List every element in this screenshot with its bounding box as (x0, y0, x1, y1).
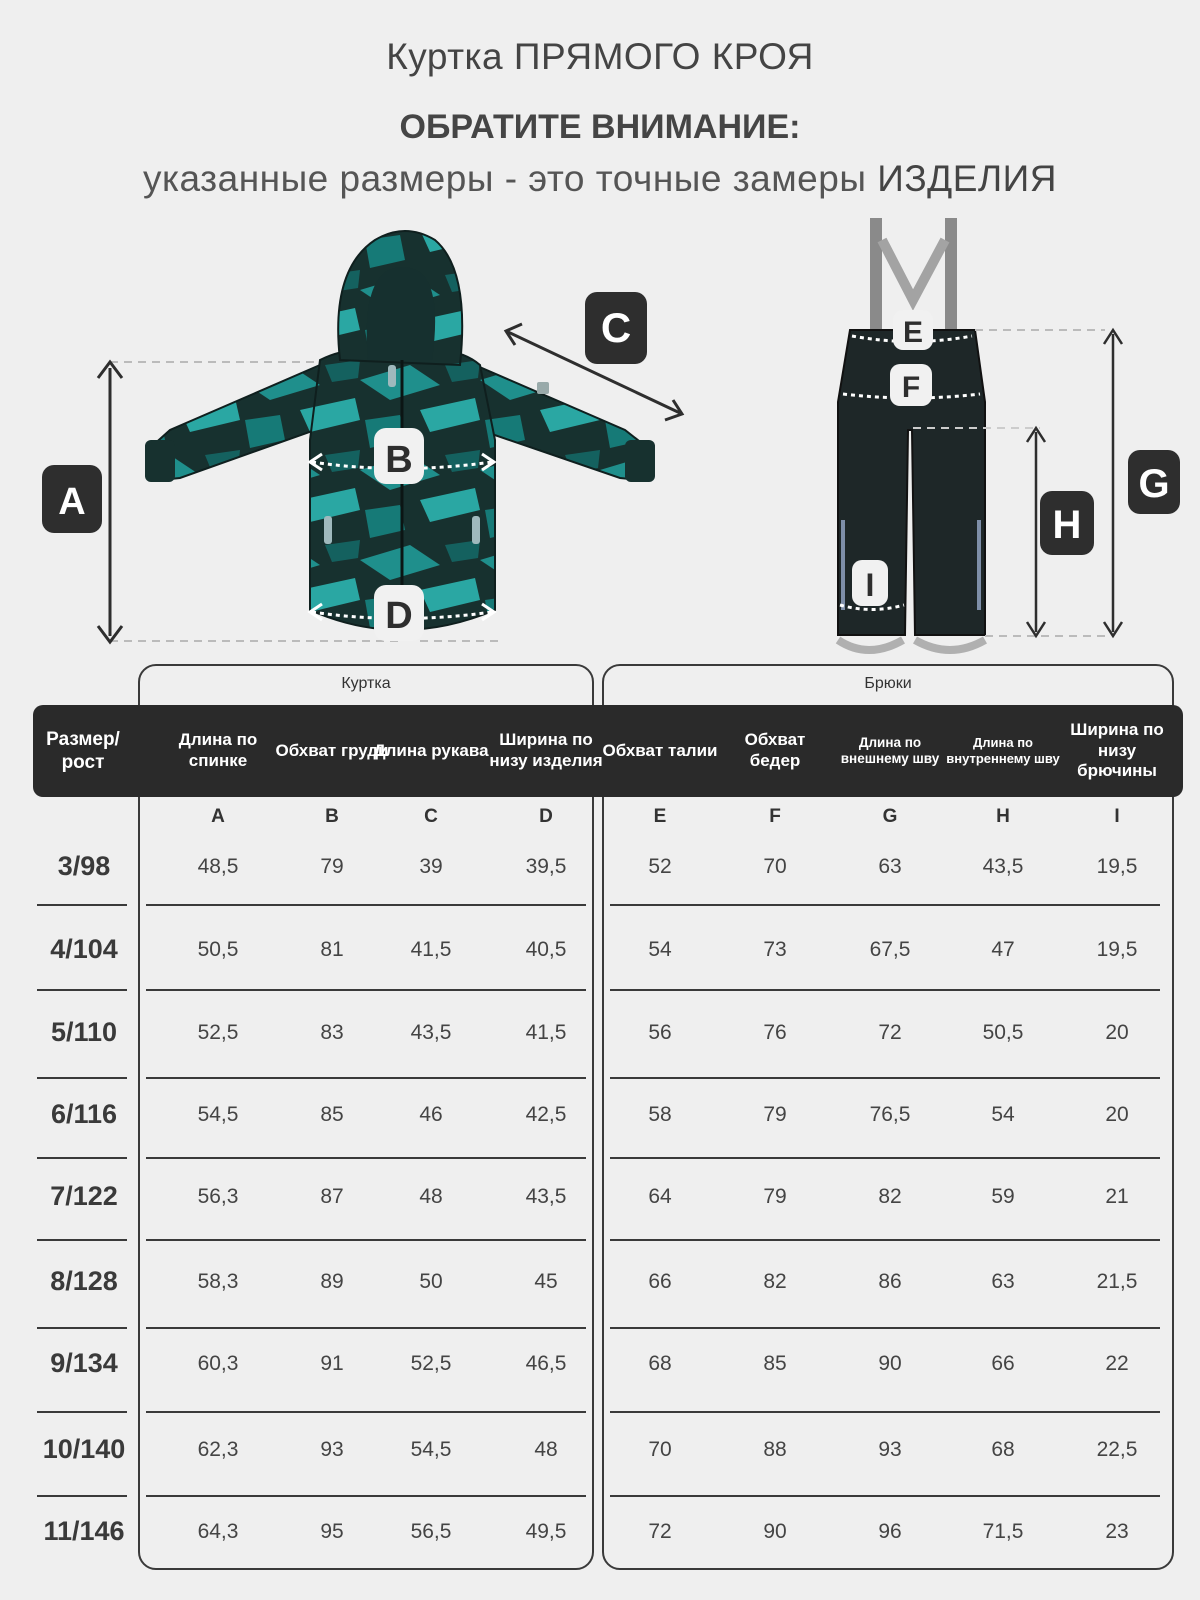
table-cell: 54,5 (410, 1438, 452, 1461)
row-divider (37, 1495, 127, 1497)
table-cell: 64 (648, 1185, 672, 1208)
row-divider (146, 1495, 586, 1497)
table-cell: 83 (320, 1021, 344, 1044)
table-cell: 60,3 (197, 1352, 239, 1375)
table-cell: 56,3 (197, 1185, 239, 1208)
label-b: B (385, 439, 413, 481)
table-cell: 43,5 (982, 855, 1024, 878)
table-cell: 70 (763, 855, 787, 878)
column-letter-h: H (996, 806, 1010, 827)
table-cell: 42,5 (525, 1103, 567, 1126)
table-cell: 48 (419, 1185, 443, 1208)
table-cell: 63 (878, 855, 902, 878)
column-letter-d: D (539, 806, 553, 827)
table-cell: 79 (763, 1185, 787, 1208)
table-cell: 48,5 (197, 855, 239, 878)
title-strong: ПРЯМОГО КРОЯ (513, 36, 814, 77)
table-cell: 91 (320, 1352, 344, 1375)
row-divider (146, 1077, 586, 1079)
badge-f (890, 364, 932, 406)
table-cell: 68 (991, 1438, 1015, 1461)
notice-heading: ОБРАТИТЕ ВНИМАНИЕ: (399, 108, 801, 146)
label-i: I (865, 567, 875, 603)
table-cell: 21,5 (1096, 1270, 1138, 1293)
table-cell: 63 (991, 1270, 1015, 1293)
column-letter-c: C (424, 806, 438, 827)
row-divider (146, 1327, 586, 1329)
size-label: 6/116 (50, 1099, 118, 1129)
column-header-g: Длина по внешнему шву (840, 734, 940, 766)
row-divider (37, 989, 127, 991)
row-divider (610, 989, 1160, 991)
table-cell: 45 (534, 1270, 558, 1293)
table-cell: 85 (320, 1103, 344, 1126)
table-cell: 21 (1105, 1185, 1129, 1208)
table-cell: 47 (991, 938, 1015, 961)
table-cell: 22,5 (1096, 1438, 1138, 1461)
table-cell: 79 (320, 855, 344, 878)
table-cell: 87 (320, 1185, 344, 1208)
table-cell: 20 (1105, 1103, 1129, 1126)
table-cell: 48 (534, 1438, 558, 1461)
table-cell: 41,5 (410, 938, 452, 961)
size-label: 9/134 (50, 1348, 118, 1378)
table-cell: 49,5 (525, 1520, 567, 1543)
table-cell: 20 (1105, 1021, 1129, 1044)
notice-body: указанные размеры - это точные замеры (143, 158, 867, 199)
badge-c (585, 292, 647, 364)
table-cell: 50,5 (197, 938, 239, 961)
label-d: D (385, 595, 413, 637)
table-cell: 82 (878, 1185, 902, 1208)
table-cell: 73 (763, 938, 787, 961)
row-divider (37, 904, 127, 906)
column-header-a: Длина по спинке (178, 730, 258, 770)
badge-e (893, 310, 933, 350)
column-header-i: Ширина по низу брючины (1070, 719, 1164, 781)
row-divider (146, 1411, 586, 1413)
table-cell: 82 (763, 1270, 787, 1293)
badge-i (852, 560, 888, 606)
label-c: C (600, 304, 632, 351)
notice-text (0, 158, 1200, 200)
table-cell: 19,5 (1096, 855, 1138, 878)
table-cell: 67,5 (869, 938, 911, 961)
badge-b (374, 428, 424, 484)
table-cell: 71,5 (982, 1520, 1024, 1543)
row-divider (37, 1157, 127, 1159)
label-f: F (901, 371, 921, 404)
table-cell: 66 (648, 1270, 672, 1293)
size-label: 3/98 (57, 851, 111, 881)
column-header-b: Обхват груди (275, 740, 389, 760)
table-cell: 93 (320, 1438, 344, 1461)
column-letter-a: A (211, 806, 225, 827)
table-cell: 85 (763, 1352, 787, 1375)
table-cell: 72 (648, 1520, 672, 1543)
table-cell: 22 (1105, 1352, 1129, 1375)
table-cell: 88 (763, 1438, 787, 1461)
table-cell: 76 (763, 1021, 787, 1044)
row-divider (37, 1327, 127, 1329)
table-cell: 19,5 (1096, 938, 1138, 961)
table-cell: 90 (763, 1520, 787, 1543)
table-cell: 86 (878, 1270, 902, 1293)
table-cell: 72 (878, 1021, 902, 1044)
table-cell: 56 (648, 1021, 672, 1044)
column-letter-e: E (653, 806, 667, 827)
table-cell: 50,5 (982, 1021, 1024, 1044)
label-a: A (58, 481, 86, 523)
row-divider (610, 904, 1160, 906)
table-cell: 52,5 (410, 1352, 452, 1375)
table-cell: 93 (878, 1438, 902, 1461)
row-divider (146, 1157, 586, 1159)
table-cell: 52 (648, 855, 672, 878)
row-divider (37, 1077, 127, 1079)
size-label: 11/146 (43, 1516, 125, 1546)
size-header: Размер/ рост (46, 728, 120, 773)
row-divider (610, 1239, 1160, 1241)
table-cell: 39 (419, 855, 443, 878)
badge-h (1040, 491, 1094, 555)
column-letter-f: F (769, 806, 781, 827)
label-e: E (902, 316, 924, 349)
table-cell: 41,5 (525, 1021, 567, 1044)
row-divider (146, 1239, 586, 1241)
table-cell: 64,3 (197, 1520, 239, 1543)
size-label: 7/122 (50, 1181, 118, 1211)
table-cell: 90 (878, 1352, 902, 1375)
badge-g (1128, 450, 1180, 514)
row-divider (37, 1411, 127, 1413)
table-cell: 56,5 (410, 1520, 452, 1543)
row-divider (146, 989, 586, 991)
table-cell: 68 (648, 1352, 672, 1375)
measurement-diagram (0, 210, 1200, 660)
table-cell: 54 (648, 938, 672, 961)
row-divider (146, 904, 586, 906)
table-cell: 23 (1105, 1520, 1129, 1543)
size-label: 8/128 (50, 1266, 118, 1296)
table-cell: 50 (419, 1270, 443, 1293)
column-header-c: Длина рукава (373, 740, 489, 760)
table-cell: 95 (320, 1520, 344, 1543)
row-divider (610, 1077, 1160, 1079)
size-label: 10/140 (42, 1434, 126, 1464)
label-g: G (1138, 462, 1170, 506)
table-cell: 54 (991, 1103, 1015, 1126)
table-cell: 52,5 (197, 1021, 239, 1044)
row-divider (610, 1495, 1160, 1497)
table-cell: 96 (878, 1520, 902, 1543)
jacket-group-label: Куртка (341, 675, 391, 692)
table-cell: 66 (991, 1352, 1015, 1375)
row-divider (610, 1327, 1160, 1329)
column-letter-i: I (1114, 806, 1120, 827)
column-header-h: Длина по внутреннему шву (946, 735, 1060, 766)
row-divider (610, 1411, 1160, 1413)
row-divider (37, 1239, 127, 1241)
table-cell: 43,5 (525, 1185, 567, 1208)
size-label: 4/104 (50, 934, 118, 964)
column-header-d: Ширина по низу изделия (489, 730, 603, 770)
table-cell: 62,3 (197, 1438, 239, 1461)
column-header-f: Обхват бедер (744, 730, 806, 770)
table-cell: 76,5 (869, 1103, 911, 1126)
label-h: H (1052, 503, 1082, 547)
badge-a (42, 465, 102, 533)
table-cell: 79 (763, 1103, 787, 1126)
notice-strong: ИЗДЕЛИЯ (877, 158, 1057, 199)
table-cell: 54,5 (197, 1103, 239, 1126)
table-cell: 40,5 (525, 938, 567, 961)
column-letter-b: B (325, 806, 339, 827)
table-cell: 58 (648, 1103, 672, 1126)
page-title (0, 36, 1200, 78)
badge-d (374, 585, 424, 641)
column-letter-g: G (882, 806, 898, 827)
table-cell: 46,5 (525, 1352, 567, 1375)
table-cell: 39,5 (525, 855, 567, 878)
column-header-e: Обхват талии (602, 740, 718, 760)
size-label: 5/110 (50, 1017, 118, 1047)
table-cell: 81 (320, 938, 344, 961)
pants-group-label: Брюки (864, 675, 912, 692)
row-divider (610, 1157, 1160, 1159)
table-cell: 43,5 (410, 1021, 452, 1044)
table-cell: 70 (648, 1438, 672, 1461)
title-prefix: Куртка (386, 36, 504, 77)
table-cell: 59 (991, 1185, 1015, 1208)
table-cell: 46 (419, 1103, 443, 1126)
table-cell: 58,3 (197, 1270, 239, 1293)
table-cell: 89 (320, 1270, 344, 1293)
